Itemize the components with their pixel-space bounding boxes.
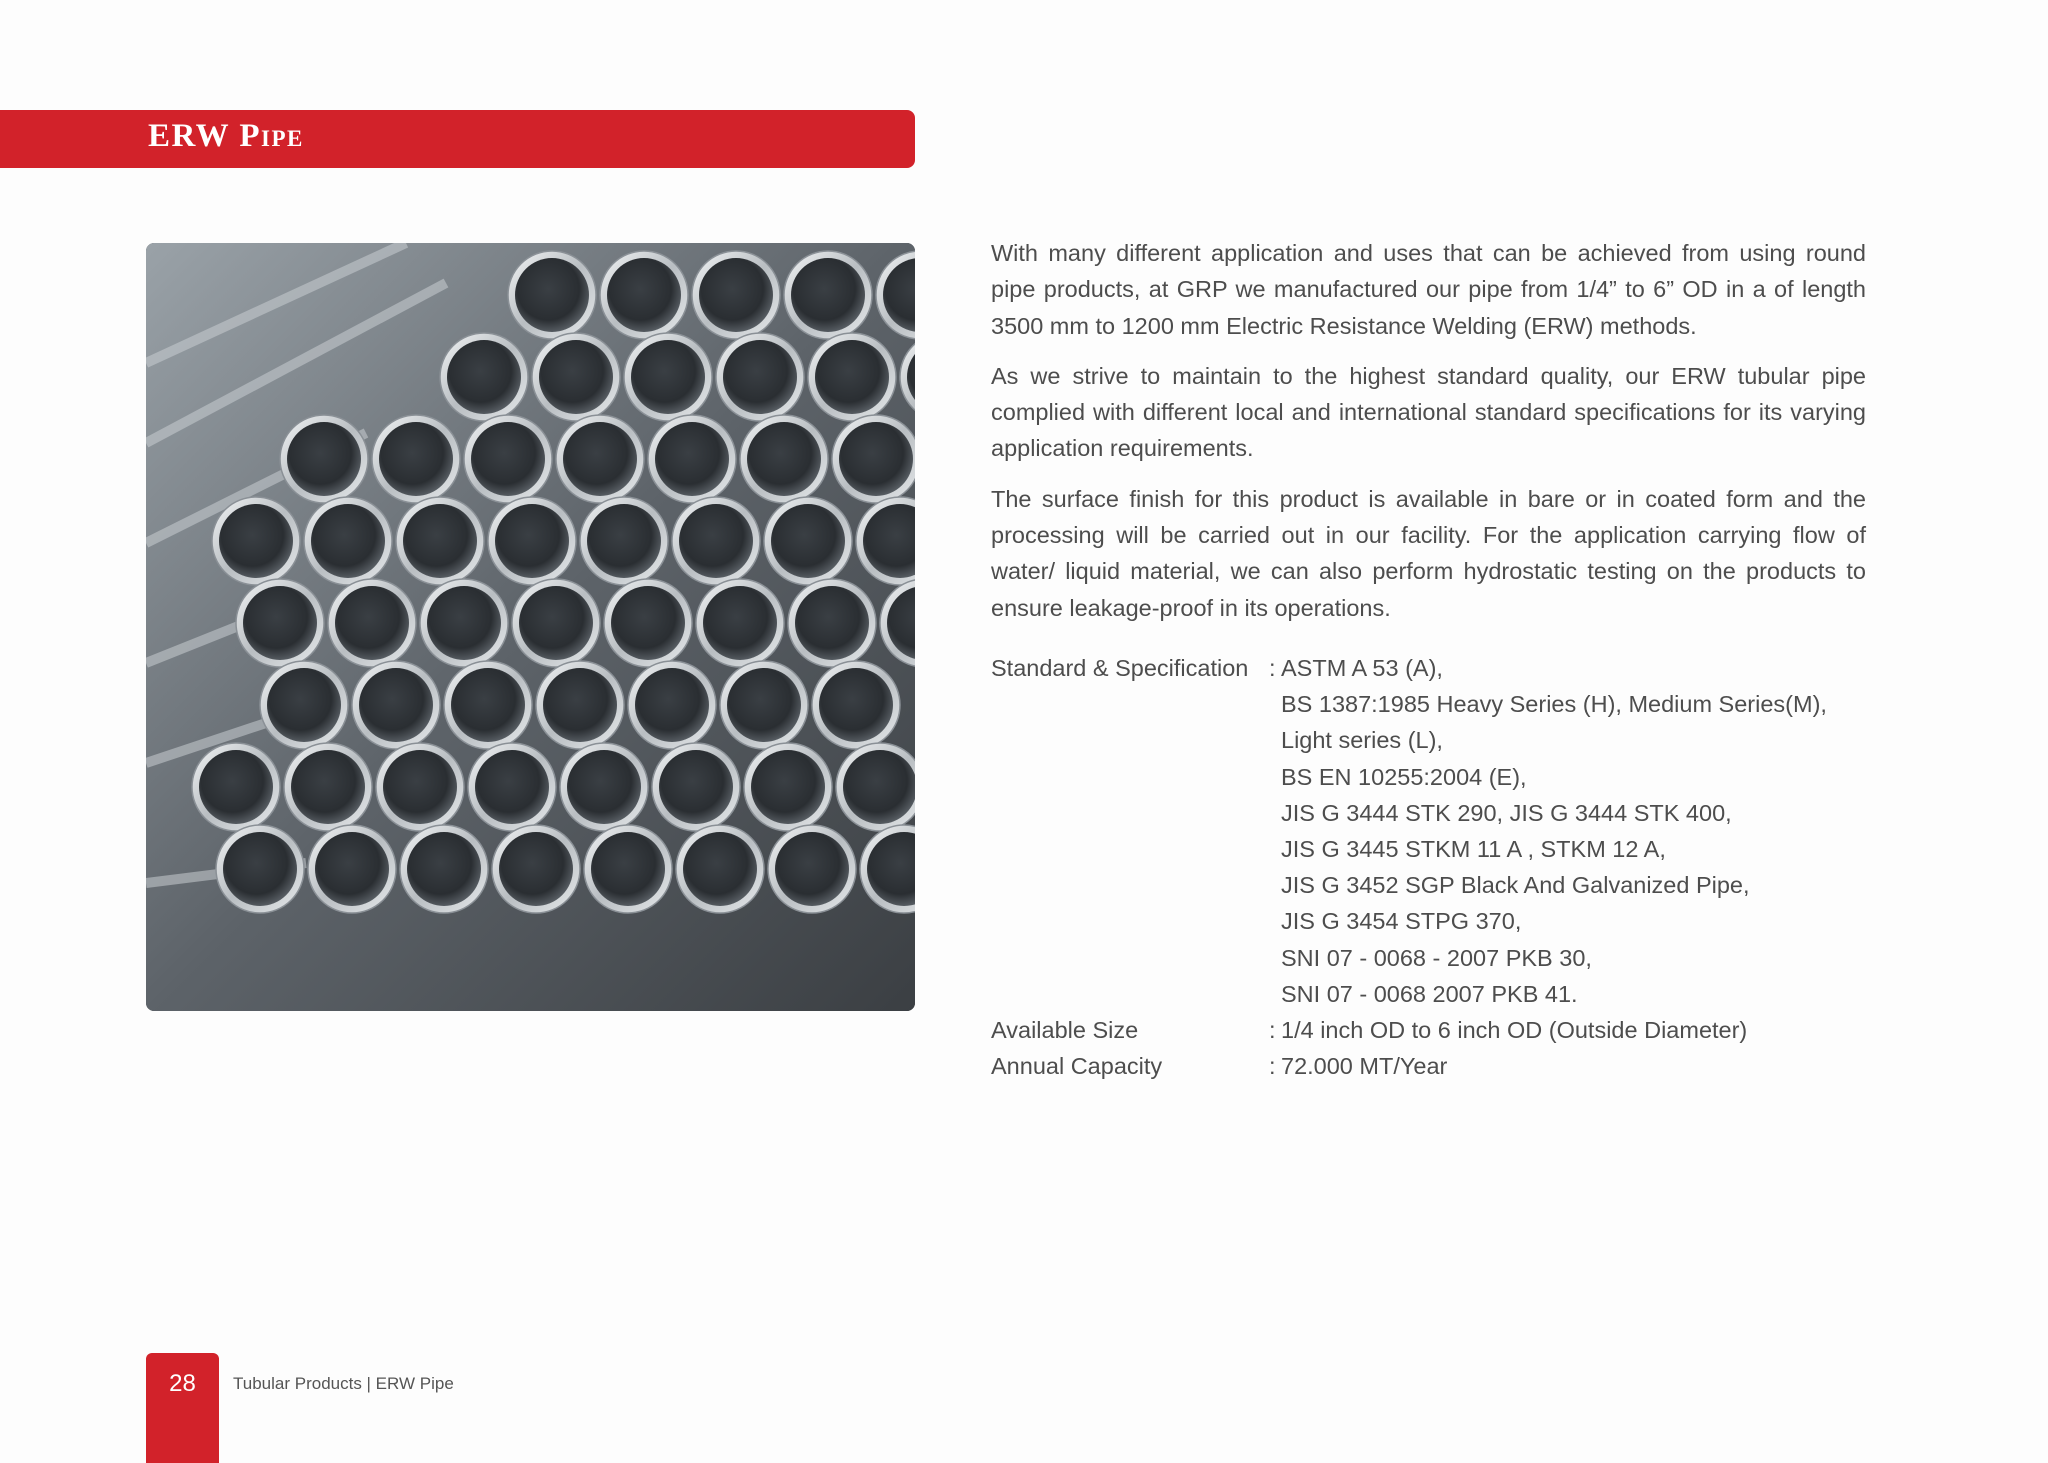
pipe-bore	[543, 668, 617, 742]
standard-value: SNI 07 - 0068 - 2007 PKB 30,	[1281, 944, 1592, 971]
pipe-bore	[699, 258, 773, 332]
pipe-bore	[567, 750, 641, 824]
standard-value: JIS G 3444 STK 290, JIS G 3444 STK 400,	[1281, 799, 1732, 826]
pipe-bore	[723, 340, 797, 414]
pipe-bore	[659, 750, 733, 824]
pipe-photo	[146, 243, 915, 1011]
pipe-stack-image	[146, 243, 915, 1011]
pipe-bore	[471, 422, 545, 496]
pipe-bore	[291, 750, 365, 824]
intro-text	[991, 235, 1866, 640]
pipe-bore	[591, 832, 665, 906]
pipe-bore	[223, 832, 297, 906]
size-row	[991, 1012, 1891, 1048]
pipe-bore	[611, 586, 685, 660]
standard-value: ASTM A 53 (A),	[1281, 655, 1443, 681]
size-label: Available Size	[991, 1017, 1139, 1044]
pipe-bore	[679, 504, 753, 578]
standard-value: JIS G 3454 STPG 370,	[1281, 908, 1522, 935]
colon: :	[1269, 1053, 1276, 1080]
pipe-bore	[475, 750, 549, 824]
pipe-bore	[287, 422, 361, 496]
pipe-bore	[683, 832, 757, 906]
pipe-bore	[655, 422, 729, 496]
pipe-bore	[427, 586, 501, 660]
capacity-value: 72.000 MT/Year	[1281, 1053, 1448, 1080]
pipe-bore	[775, 832, 849, 906]
pipe-bore	[359, 668, 433, 742]
footer-section-label: Tubular Products | ERW Pipe	[233, 1374, 454, 1393]
standard-value: JIS G 3452 SGP Black And Galvanized Pipe,	[1281, 872, 1750, 899]
pipe-bore	[791, 258, 865, 332]
colon: :	[1269, 1017, 1276, 1044]
pipe-bore	[539, 340, 613, 414]
pipe-bore	[451, 668, 525, 742]
pipe-bore	[315, 832, 389, 906]
pipe-bore	[631, 340, 705, 414]
pipe-bore	[379, 422, 453, 496]
pipe-bore	[199, 750, 273, 824]
pipe-bore	[635, 668, 709, 742]
pipe-bore	[219, 504, 293, 578]
pipe-bore	[403, 504, 477, 578]
pipe-bore	[311, 504, 385, 578]
pipe-bore	[563, 422, 637, 496]
pipe-bore	[519, 586, 593, 660]
pipe-bore	[335, 586, 409, 660]
page-number-tab	[146, 1353, 219, 1463]
pipe-bore	[243, 586, 317, 660]
intro-paragraph-3: The surface finish for this product is available in bare or in coated form and the processing will be carried out in our facility. For the application carrying flow of water/ liquid material, we can also perform hydrostatic testing on the products to ensure leakage-proof in its operations.	[991, 485, 1866, 621]
intro-paragraph-1: With many different application and uses that can be achieved from using round pipe products, at GRP we manufactured our pipe from 1/4” to 6” OD in a of length 3500 mm to 1200 mm Electric Resistance Welding (ERW) methods.	[991, 240, 1866, 339]
capacity-label: Annual Capacity	[991, 1053, 1163, 1080]
pipe-bore	[607, 258, 681, 332]
page-number: 28	[169, 1370, 196, 1397]
pipe-bore	[795, 586, 869, 660]
standard-value: SNI 07 - 0068 2007 PKB 41.	[1281, 980, 1578, 1007]
standard-values	[1281, 650, 1891, 1012]
standard-label: Standard & Specification	[991, 655, 1249, 681]
pipe-bore	[383, 750, 457, 824]
section-header-bar	[0, 110, 915, 168]
size-value: 1/4 inch OD to 6 inch OD (Outside Diameter)	[1281, 1017, 1748, 1044]
pipe-bore	[751, 750, 825, 824]
capacity-row	[991, 1048, 1891, 1084]
pipe-bore	[815, 340, 889, 414]
pipe-bore	[267, 668, 341, 742]
pipe-bore	[819, 668, 893, 742]
pipe-bore	[843, 750, 915, 824]
specifications-table	[991, 650, 1891, 1084]
standard-value: Light series (L),	[1281, 727, 1443, 754]
pipe-bore	[703, 586, 777, 660]
pipe-bore	[839, 422, 913, 496]
colon: :	[1269, 655, 1276, 681]
pipe-bore	[727, 668, 801, 742]
pipe-bore	[495, 504, 569, 578]
pipe-bore	[587, 504, 661, 578]
pipe-bore	[515, 258, 589, 332]
intro-paragraph-2: As we strive to maintain to the highest standard quality, our ERW tubular pipe complied with different local and international standard specifications for its varying application requirements.	[991, 362, 1866, 462]
standard-value: JIS G 3445 STKM 11 A , STKM 12 A,	[1281, 836, 1666, 863]
pipe-bore	[407, 832, 481, 906]
pipe-bore	[499, 832, 573, 906]
section-title: ERW Pipe	[148, 118, 304, 154]
pipe-bore	[747, 422, 821, 496]
standard-value: BS EN 10255:2004 (E),	[1281, 763, 1527, 790]
pipe-bore	[771, 504, 845, 578]
standard-row	[991, 650, 1891, 1012]
pipe-bore	[447, 340, 521, 414]
standard-value: BS 1387:1985 Heavy Series (H), Medium Series(M),	[1281, 691, 1827, 718]
